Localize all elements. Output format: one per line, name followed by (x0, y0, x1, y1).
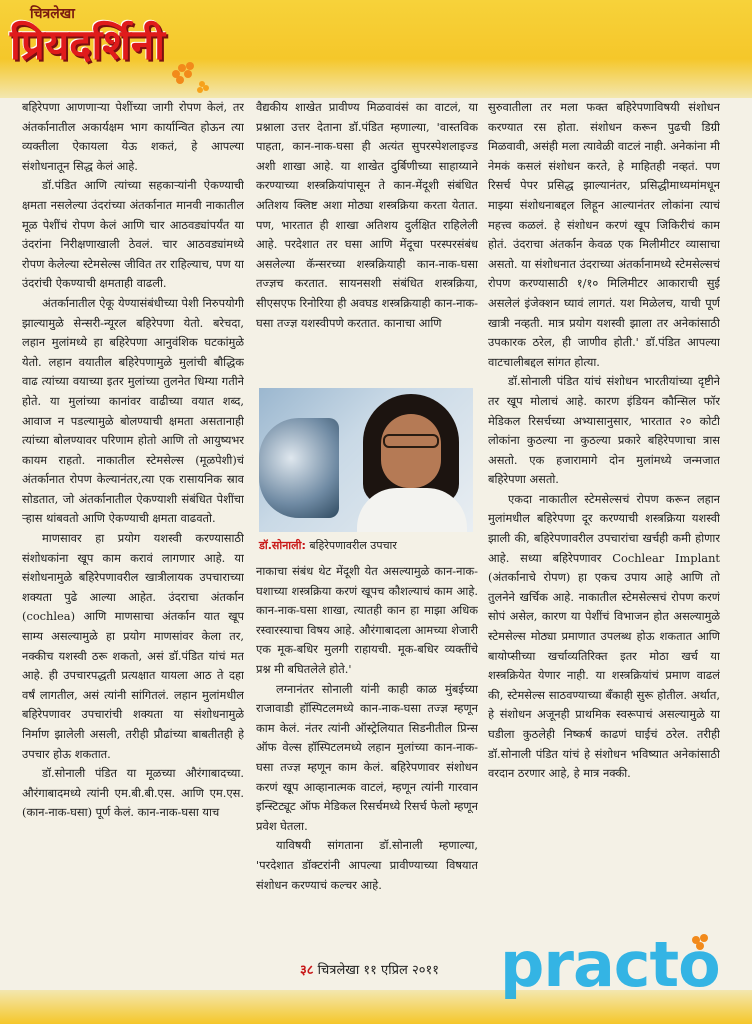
portrait-photo (259, 388, 473, 532)
paragraph: डॉ.सोनाली पंडित या मूळच्या औरंगाबादच्या. औरंगाबादमध्ये त्यांनी एम.बी.बी.एस. आणि एम.एस.(कान-नाक-घसा) पूर्ण केलं. कान-नाक-घसा याच (22, 766, 244, 820)
paragraph: नाकाचा संबंध थेट मेंदूशी येत असल्यामुळे कान-नाक-घशाच्या शस्त्रक्रिया करणं खूपच कौशल्याचं काम आहे. कान-नाक-घसा शाखा, त्यातही कान हा माझा अधिक रस्वारस्याचा विषय आहे. औरंगाबादला आमच्या शेजारी एक मूक-बधिर मुलगी राहायची. मूक-बधिर व्यक्तींचे प्रश्न मी बघितलेले होते.' (256, 564, 478, 676)
paragraph: डॉ.सोनाली पंडित यांचं संशोधन भारतीयांच्या दृष्टीने तर खूप मोलाचं आहे. कारण इंडियन कौन्सिल फॉर मेडिकल रिसर्चच्या अभ्यासानुसार, भारतात २० कोटी लोकांना कुठल्या ना कुठल्या प्रकारे बहिरेपणाचा त्रास असतो. एक हजारामागे दोन मुलांमध्ये जन्मजात बहिरेपणा असतो. (488, 374, 720, 487)
footer-issue: चित्रलेखा ११ एप्रिल २०११ (313, 963, 440, 978)
flower-icon (168, 58, 212, 98)
page-number: ३८ (300, 963, 314, 978)
paragraph: लग्नानंतर सोनाली यांनी काही काळ मुंबईच्या राजावाडी हॉस्पिटलमध्ये कान-नाक-घसा तज्ज्ञ म्हणून काम केलं. नंतर त्यांनी ऑस्ट्रेलियात सिडनीतील प्रिन्स ऑफ वेल्स हॉस्पिटलमध्ये लहान मुलांच्या कान-नाक-घसा तज्ज्ञ म्हणून काम केलं. बहिरेपणावर संशोधन करणं खूप आव्हानात्मक वाटलं, म्हणून त्यांनी गारवान इन्स्टिट्यूट ऑफ मेडिकल रिसर्चमध्ये रिसर्च फेलो म्हणून प्रवेश घेतला. (256, 681, 478, 833)
paragraph: डॉ.पंडित आणि त्यांच्या सहकाऱ्यांनी ऐकण्याची क्षमता नसलेल्या उंदरांच्या अंतर्कानात मानवी नाकातील मूळ पेशींचं रोपण केलं आणि चार आठवड्यांपर्यंत या उंदरांना निरीक्षणाखाली ठेवलं. चार आठवड्यांमध्ये रोपण केलेल्या स्टेमसेल्स जीवित तर राहिल्याच, पण या उंदरांची ऐकण्याची क्षमताही वाढली. (22, 178, 244, 291)
article-column-3 (488, 98, 720, 958)
paragraph: वैद्यकीय शाखेत प्रावीण्य मिळवावंसं का वाटलं, या प्रश्नाला उत्तर देताना डॉ.पंडित म्हणाल्या, 'वास्तविक पाहता, कान-नाक-घसा ही अत्यंत सुपरस्पेशलाइज्ड अशी शाखा आहे. या शाखेत दुर्बिणीच्या साहाय्याने करण्याच्या शस्त्रक्रियांपासून ते कान-मेंदूशी संबंधित अतिशय क्लिष्ट अशा मोठ्या शस्त्रक्रिया करता येतात. पण, भारतात ही शाखा अतिशय दुर्लक्षित राहिलेली आहे. परदेशात तर घसा आणि मेंदूचा परस्परसंबंध असलेल्या कॅन्सरच्या शस्त्रक्रियाही कान-नाक-घसा तज्ज्ञच करतात. सायनसशी संबंधित शस्त्रक्रिया, सीएसएफ रिनोरिया ही अवघड शस्त्रक्रियाही कान-नाक-घसा तज्ज्ञ यशस्वीपणे करतात. कानाचा आणि (256, 100, 478, 330)
microscope-image (259, 418, 339, 518)
practo-watermark: practo (500, 928, 720, 1001)
caption-text: बहिरेपणावरील उपचार (305, 539, 397, 552)
article-column-1 (22, 98, 244, 978)
photo-caption (259, 536, 473, 556)
masthead-title: प्रियदर्शिनी (10, 20, 166, 69)
page-footer (300, 960, 439, 978)
article-column-2-top (256, 98, 478, 388)
paragraph: एकदा नाकातील स्टेमसेल्सचं रोपण करून लहान मुलांमधील बहिरेपणा दूर करण्याची शस्त्रक्रिया यशस्वी झाली की, बहिरेपणावरील उपचारांचा खर्चही कमी होणार आहे. सध्या बहिरेपणावर Cochlear Implant (अंतर्कानाचे रोपण) हा एकच उपाय आहे आणि तो तुलनेने खर्चिक आहे. नाकातील स्टेमसेल्सचं रोपण करणं सोपं असेल, कारण या पेशींचं विभाजन होत असल्यामुळे स्टेमसेल्स मोठ्या प्रमाणात उपलब्ध होऊ शकतात आणि बायोप्सीच्या खर्चाव्यतिरिक्त इतर मोठा खर्च या शस्त्रक्रियेत येणार नाही. या शस्त्रक्रियांचं प्रमाण वाढलं की, स्टेमसेल्स साठवण्याच्या बँकाही सुरू होतील. अर्थात, हे संशोधन अजूनही प्राथमिक स्वरूपाचं असल्यामुळे या घडीला कुठलेही निष्कर्ष काढणं घाईचं ठरेल. तरीही डॉ.सोनाली पंडित यांचं हे संशोधन भविष्यात अनेकांसाठी वरदान ठरणार आहे, हे मात्र नक्की. (488, 491, 720, 781)
paragraph: याविषयी सांगताना डॉ.सोनाली म्हणाल्या, 'परदेशात डॉक्टरांनी आपल्या प्रावीण्याच्या विषयात संशोधन करण्याचं कल्चर आहे. (256, 838, 478, 892)
paragraph: बहिरेपणा आणणाऱ्या पेशींच्या जागी रोपण केलं, तर अंतर्कानातील अकार्यक्षम भाग कार्यान्वित होऊन त्या व्यक्तीला ऐकायला येऊ शकतं, हे आपल्या संशोधनातून सिद्ध केलं आहे. (22, 100, 244, 173)
paragraph: माणसावर हा प्रयोग यशस्वी करण्यासाठी संशोधकांना खूप काम करावं लागणार आहे. या संशोधनामुळे बहिरेपणावरील खात्रीलायक उपचाराच्या शक्यता पुढे आल्या आहेत. उंदराचा अंतर्कान (cochlea) आणि माणसाचा अंतर्कान यात खूप साम्य असल्यामुळे हा प्रयोग माणसांवर केला तर, नक्कीच यशस्वी ठरू शकतो, असं डॉ.पंडित यांचं मत आहे. ही उपचारपद्धती प्रत्यक्षात यायला आठ ते दहा वर्षं लागतील, असं त्यांनी सांगितलं. लहान मुलांमधील बहिरेपणावर उपचारांची शक्यता या संशोधनामुळे निर्माण झालेली असली, तरीही प्रौढांच्या बाबतीतही हे उपचार होऊ शकतात. (22, 531, 244, 761)
paragraph: अंतर्कानातील ऐकू येण्यासंबंधीच्या पेशी निरुपयोगी झाल्यामुळे सेन्सरी-न्यूरल बहिरेपणा येतो. बरेचदा, लहान मुलांमध्ये हा बहिरेपणा आनुवंशिक घटकांमुळे येतो. लहान वयातील बहिरेपणामुळे मुलांची बौद्धिक वाढ त्यांच्या वयाच्या इतर मुलांच्या तुलनेत धिम्या गतीने होते. या मुलांच्या कानांवर वाढीच्या वयात शब्द, आवाज न पडल्यामुळे बोलण्याची क्षमता असतानाही त्यांच्या बोलण्यावर परिणाम होतो आणि तो आयुष्यभर कायम राहतो. नाकातील स्टेमसेल्स (मूळपेशी)चं अंतर्कानात रोपण केल्यानंतर,त्या एक रासायनिक स्राव सोडतात, जो अंतर्कानातील ऐकण्याशी संबंधित पेशींचा ऱ्हास थांबवतो आणि ऐकण्याची क्षमता वाढवतो. (22, 295, 244, 526)
caption-name: डॉ.सोनाली: (259, 539, 306, 552)
paragraph: सुरुवातीला तर मला फक्त बहिरेपणाविषयी संशोधन करण्यात रस होता. संशोधन करून पुढची डिग्री मिळवावी, असंही मला त्यावेळी वाटलं नाही. अनेकांना मी नेमकं कसलं संशोधन करते, हे माहितही नव्हतं. पण रिसर्च पेपर प्रसिद्ध झाल्यानंतर, प्रसिद्धीमाध्यमांमधून माझ्या संशोधनाबद्दल लिहून आल्यानंतर लोकांना त्याचं महत्त्व कळलं. हे संशोधन करणं खूप जिकिरीचं काम होतं. उंदराचा अंतर्कान केवळ एक मिलीमीटर व्यासाचा असतो. या संशोधनात उंदराच्या अंतर्कानामध्ये स्टेमसेल्सचं रोपण करण्यासाठी १/१० मिलिमीटर आकाराची सुई असलेलं इंजेक्शन घ्यावं लागतं. यश मिळेलच, याची पूर्ण खात्री नव्हती. मात्र प्रयोग यशस्वी झाला तर अनेकांसाठी उपकारक ठरेल, ही जाणीव होती.' डॉ.पंडित आपल्या वाटचालीबद्दल सांगत होत्या. (488, 100, 720, 369)
masthead-small: चित्रलेखा (30, 6, 75, 22)
article-column-2-bottom (256, 562, 478, 962)
